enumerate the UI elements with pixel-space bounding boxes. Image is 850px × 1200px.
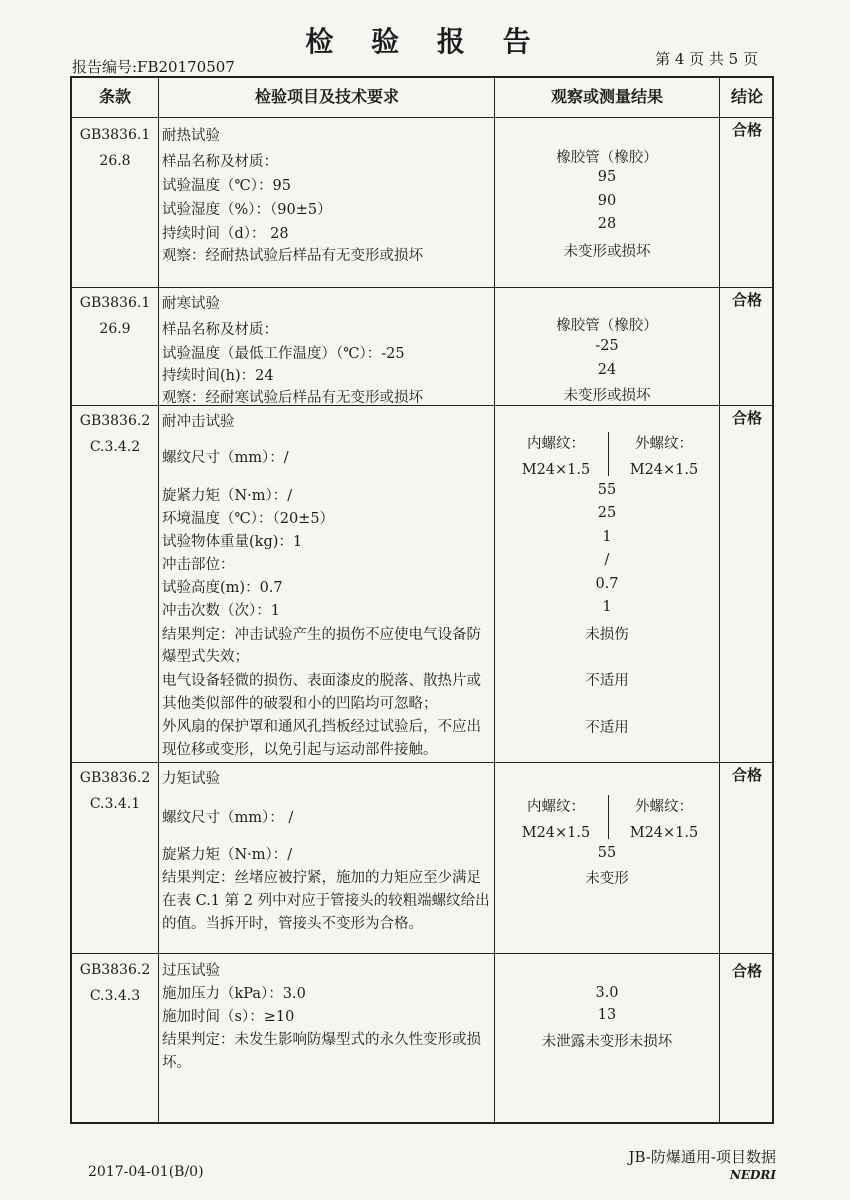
requirement-line: 外风扇的保护罩和通风孔挡板经过试验后，不应出	[162, 719, 481, 735]
result-value: 13	[597, 1007, 617, 1023]
requirement-line: 结果判定：未发生影响防爆型式的永久性变形或损	[162, 1032, 481, 1048]
clause-item: C.3.4.3	[89, 988, 141, 1004]
requirement-line: 的值。当拆开时，管接头不变形为合格。	[162, 916, 423, 932]
row-divider	[70, 953, 774, 954]
row-divider	[70, 762, 774, 763]
report-number: 报告编号:FB20170507	[72, 58, 235, 76]
result-value: 3.0	[595, 985, 619, 1001]
header-clause: 条款	[98, 87, 131, 106]
column-divider	[158, 76, 159, 1124]
requirement-line: 力矩试验	[162, 771, 220, 787]
requirement-line: 冲击次数（次）：1	[162, 603, 280, 619]
clause-standard: GB3836.2	[79, 770, 151, 786]
result-value: 1	[602, 529, 612, 545]
footer-date: 2017-04-01(B/0)	[88, 1164, 204, 1180]
requirement-line: 冲击部位：	[162, 557, 235, 573]
clause-standard: GB3836.1	[79, 295, 151, 311]
requirement-line: 爆型式失效；	[162, 649, 249, 665]
requirement-line: 施加压力（kPa）：3.0	[162, 986, 306, 1002]
header-requirements: 检验项目及技术要求	[254, 87, 399, 106]
outer-thread	[616, 431, 712, 483]
inner-thread-label: 内螺纹：	[527, 799, 585, 815]
outer-thread-label: 外螺纹：	[635, 799, 693, 815]
outer-thread	[616, 794, 712, 846]
conclusion: 合格	[731, 409, 762, 427]
row-divider	[70, 287, 774, 288]
row-divider	[70, 117, 774, 118]
outer-thread-label: 外螺纹：	[635, 436, 693, 452]
requirement-line: 在表 C.1 第 2 列中对应于管接头的较粗端螺纹给出	[162, 893, 490, 909]
clause-number	[72, 122, 158, 174]
requirement-line: 耐寒试验	[162, 296, 220, 312]
requirement-line: 观察：经耐寒试验后样品有无变形或损坏	[162, 390, 423, 406]
footer-form-name: JB-防爆通用-项目数据	[628, 1148, 776, 1166]
requirement-line: 结果判定：丝堵应被拧紧，施加的力矩应至少满足	[162, 870, 481, 886]
result-value: 不适用	[585, 720, 629, 736]
clause-item: C.3.4.2	[89, 439, 141, 455]
clause-item: C.3.4.1	[89, 796, 141, 812]
conclusion: 合格	[731, 291, 762, 309]
inner-thread-value: M24×1.5	[521, 825, 591, 841]
inner-thread-label: 内螺纹：	[527, 436, 585, 452]
result-value: 未变形或损坏	[563, 388, 651, 404]
clause-item: 26.9	[99, 321, 131, 337]
result-value: 90	[597, 193, 617, 209]
result-value: 0.7	[595, 576, 619, 592]
result-value: 不适用	[585, 673, 629, 689]
requirement-line: 观察：经耐热试验后样品有无变形或损坏	[162, 248, 423, 264]
result-value: 未变形或损坏	[563, 244, 651, 260]
requirement-line: 旋紧力矩（N·m）：/	[162, 488, 293, 504]
clause-number	[72, 765, 158, 817]
result-value: 橡胶管（橡胶）	[556, 150, 658, 166]
inner-thread	[508, 431, 604, 483]
clause-standard: GB3836.2	[79, 413, 151, 429]
thread-divider	[608, 795, 609, 839]
requirement-line: 持续时间(h)：24	[162, 368, 274, 384]
result-value: 未泄露未变形未损坏	[541, 1034, 673, 1050]
outer-thread-value: M24×1.5	[629, 462, 699, 478]
clause-item: 26.8	[99, 153, 131, 169]
requirement-line: 样品名称及材质：	[162, 322, 278, 338]
result-value: 55	[597, 482, 617, 498]
result-value: 1	[602, 599, 612, 615]
requirement-line: 结果判定：冲击试验产生的损伤不应使电气设备防	[162, 627, 481, 643]
requirement-line: 耐冲击试验	[162, 414, 235, 430]
result-value: 未损伤	[585, 627, 629, 643]
requirement-line: 现位移或变形，以免引起与运动部件接触。	[162, 742, 438, 758]
requirement-line: 螺纹尺寸（mm）：/	[162, 450, 289, 466]
header-conclusion: 结论	[730, 87, 763, 106]
conclusion: 合格	[731, 121, 762, 139]
result-value: -25	[595, 338, 619, 354]
report-title: 检 验 报 告	[305, 25, 545, 58]
conclusion: 合格	[731, 962, 762, 980]
requirement-line: 试验温度（℃）：95	[162, 178, 291, 194]
result-value: 橡胶管（橡胶）	[556, 318, 658, 334]
result-value: 24	[597, 362, 617, 378]
clause-number	[72, 957, 158, 1009]
result-value: 未变形	[585, 871, 629, 887]
clause-standard: GB3836.1	[79, 127, 151, 143]
nedri-logo: NEDRI	[729, 1168, 776, 1182]
requirement-line: 试验温度（最低工作温度）（℃）：-25	[162, 346, 405, 362]
thread-divider	[608, 432, 609, 476]
header-results: 观察或测量结果	[550, 87, 663, 106]
requirement-line: 试验湿度（%）：（90±5）	[162, 202, 332, 218]
result-value: /	[604, 552, 610, 568]
requirement-line: 持续时间（d）： 28	[162, 226, 289, 242]
result-value: 55	[597, 845, 617, 861]
conclusion: 合格	[731, 766, 762, 784]
result-value: 28	[597, 216, 617, 232]
page-info: 第 4 页 共 5 页	[655, 50, 758, 68]
requirement-line: 试验高度(m)：0.7	[162, 580, 283, 596]
inner-thread-value: M24×1.5	[521, 462, 591, 478]
outer-thread-value: M24×1.5	[629, 825, 699, 841]
requirement-line: 电气设备轻微的损伤、表面漆皮的脱落、散热片或	[162, 673, 481, 689]
requirement-line: 其他类似部件的破裂和小的凹陷均可忽略；	[162, 696, 438, 712]
column-divider	[494, 76, 495, 1124]
requirement-line: 过压试验	[162, 963, 220, 979]
clause-standard: GB3836.2	[79, 962, 151, 978]
clause-number	[72, 408, 158, 460]
requirement-line: 坏。	[162, 1055, 191, 1071]
requirement-line: 旋紧力矩（N·m）：/	[162, 847, 293, 863]
requirement-line: 环境温度（℃）：（20±5）	[162, 511, 335, 527]
clause-number	[72, 290, 158, 342]
inner-thread	[508, 794, 604, 846]
requirement-line: 施加时间（s）：≥10	[162, 1009, 295, 1025]
requirement-line: 样品名称及材质：	[162, 154, 278, 170]
requirement-line: 耐热试验	[162, 128, 220, 144]
result-value: 95	[597, 169, 617, 185]
requirement-line: 螺纹尺寸（mm）： /	[162, 810, 294, 826]
result-value: 25	[597, 505, 617, 521]
requirement-line: 试验物体重量(kg)：1	[162, 534, 303, 550]
